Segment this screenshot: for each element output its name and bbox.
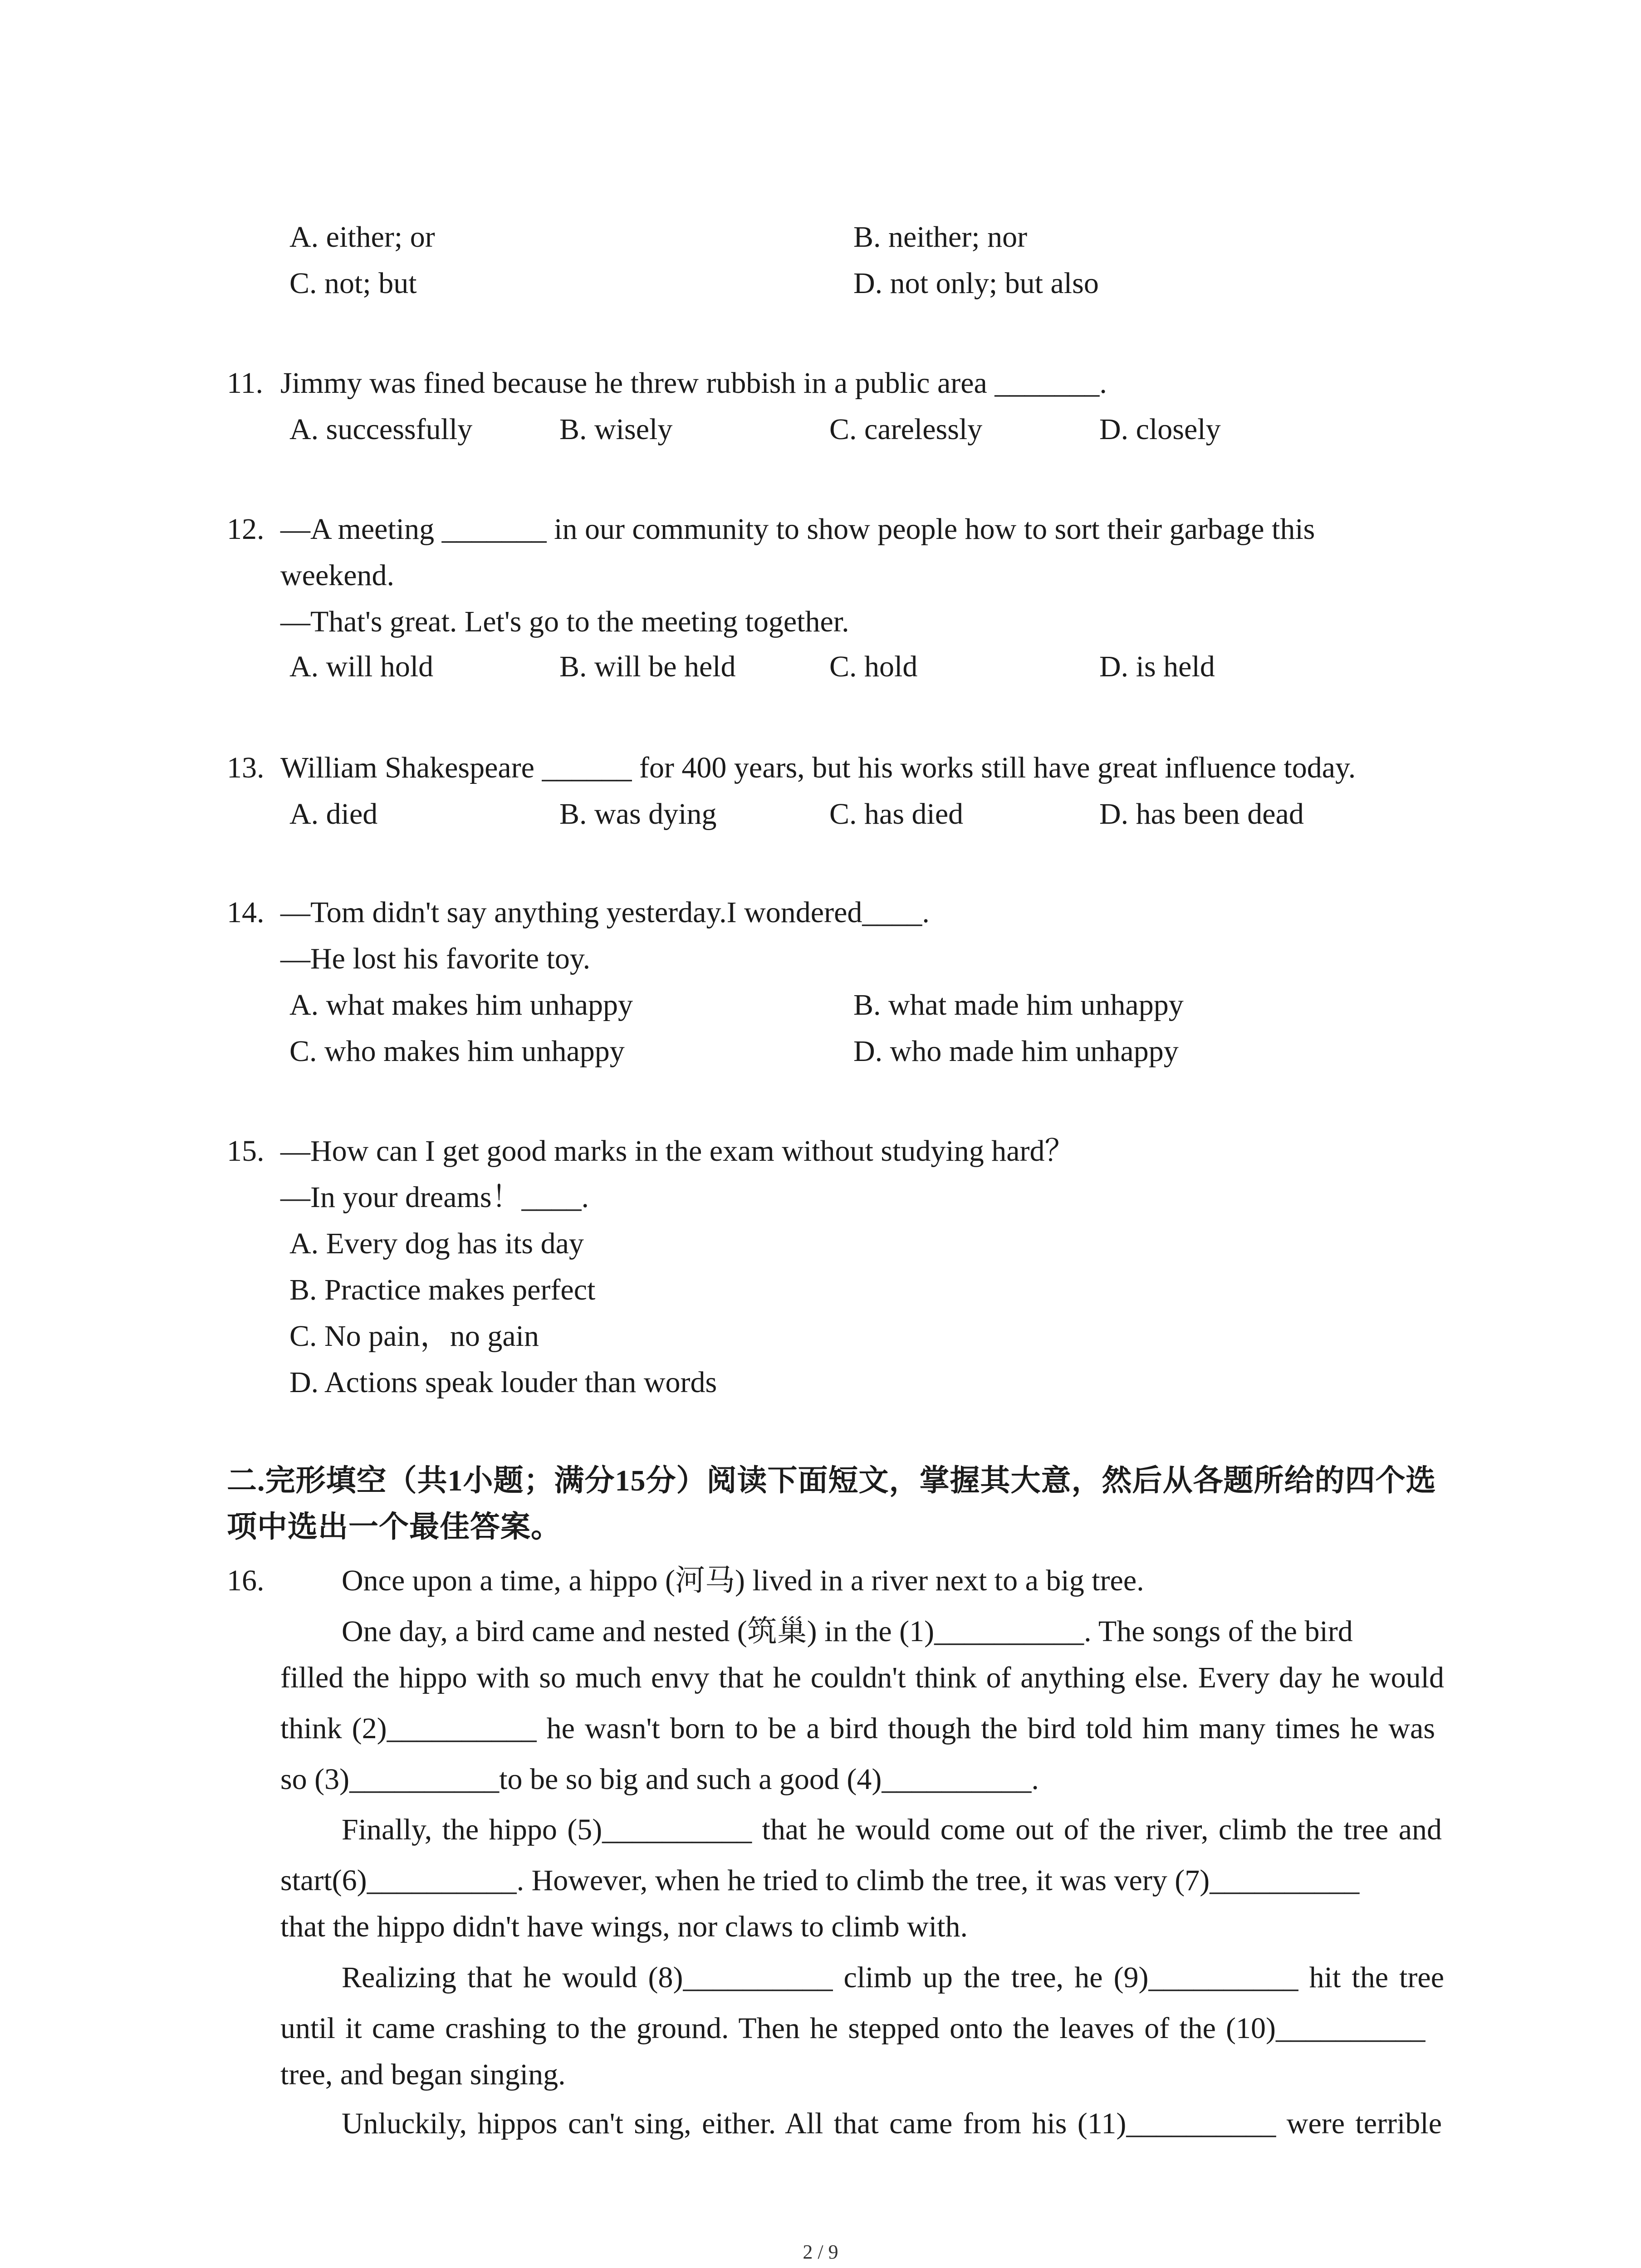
page-number: 2 / 9 [803, 2241, 838, 2263]
passage-line-12: Unluckily, hippos can't sing, either. All that came from his (11)__________ were terrible [342, 2107, 1442, 2140]
q14-number: 14. [227, 896, 265, 929]
q14-line-2: —He lost his favorite toy. [280, 942, 591, 975]
q10-option-b: B. neither; nor [853, 220, 1028, 254]
q10-option-d: D. not only; but also [853, 267, 1099, 300]
q15-line-1: —How can I get good marks in the exam without studying hard？ [280, 1134, 1075, 1168]
q15-line-2: —In your dreams！____. [280, 1181, 589, 1214]
q15-option-d: D. Actions speak louder than words [289, 1366, 717, 1399]
passage-line-8: that the hippo didn't have wings, nor claws to climb with. [280, 1910, 968, 1943]
passage-line-10: until it came crashing to the ground. Then he stepped onto the leaves of the (10)__________ [280, 2012, 1425, 2045]
passage-line-6: Finally, the hippo (5)__________ that he would come out of the river, climb the tree and [342, 1813, 1442, 1846]
passage-line-7: start(6)__________. However, when he tried to climb the tree, it was very (7)__________ [280, 1864, 1360, 1897]
q13-stem: William Shakespeare ______ for 400 years, but his works still have great influence today. [280, 751, 1356, 784]
passage-line-11: tree, and began singing. [280, 2058, 566, 2091]
q12-option-d: D. is held [1099, 650, 1215, 683]
q12-line-2: weekend. [280, 559, 395, 592]
passage-line-2: One day, a bird came and nested (筑巢) in the (1)__________. The songs of the bird [342, 1615, 1353, 1648]
q15-option-c: C. No pain，no gain [289, 1320, 539, 1353]
passage-line-9: Realizing that he would (8)__________ climb up the tree, he (9)__________ hit the tree [342, 1961, 1444, 1994]
passage-line-3: filled the hippo with so much envy that he couldn't think of anything else. Every day he would [280, 1661, 1444, 1694]
passage-line-1: Once upon a time, a hippo (河马) lived in a river next to a big tree. [342, 1564, 1144, 1597]
q15-number: 15. [227, 1134, 265, 1168]
q11-option-a: A. successfully [289, 413, 473, 446]
section-heading-line-1: 二.完形填空（共1小题；满分15分）阅读下面短文，掌握其大意，然后从各题所给的四个选 [227, 1464, 1436, 1497]
q13-option-c: C. has died [829, 797, 964, 831]
q14-line-1: —Tom didn't say anything yesterday.I wondered____. [280, 896, 930, 929]
q12-option-b: B. will be held [559, 650, 736, 683]
q14-option-b: B. what made him unhappy [853, 988, 1184, 1022]
q11-number: 11. [227, 367, 264, 400]
passage-line-4: think (2)__________ he wasn't born to be a bird though the bird told him many times he was [280, 1712, 1435, 1745]
q12-option-c: C. hold [829, 650, 918, 683]
q14-option-c: C. who makes him unhappy [289, 1035, 625, 1068]
q12-line-1: —A meeting _______ in our community to show people how to sort their garbage this [280, 513, 1315, 546]
q13-number: 13. [227, 751, 265, 784]
q14-option-d: D. who made him unhappy [853, 1035, 1179, 1068]
q13-option-d: D. has been dead [1099, 797, 1304, 831]
q14-option-a: A. what makes him unhappy [289, 988, 633, 1022]
q16-number: 16. [227, 1564, 265, 1597]
q15-option-a: A. Every dog has its day [289, 1227, 584, 1260]
section-heading-line-2: 项中选出一个最佳答案。 [227, 1510, 561, 1544]
q15-option-b: B. Practice makes perfect [289, 1273, 596, 1306]
q12-number: 12. [227, 513, 265, 546]
q10-option-a: A. either; or [289, 220, 435, 254]
q12-option-a: A. will hold [289, 650, 434, 683]
q13-option-b: B. was dying [559, 797, 717, 831]
q11-option-d: D. closely [1099, 413, 1221, 446]
q11-stem: Jimmy was fined because he threw rubbish in a public area _______. [280, 367, 1107, 400]
q13-option-a: A. died [289, 797, 378, 831]
q12-line-3: —That's great. Let's go to the meeting together. [280, 605, 849, 638]
passage-line-5: so (3)__________to be so big and such a good (4)__________. [280, 1763, 1039, 1796]
q11-option-c: C. carelessly [829, 413, 983, 446]
q11-option-b: B. wisely [559, 413, 673, 446]
q10-option-c: C. not; but [289, 267, 417, 300]
